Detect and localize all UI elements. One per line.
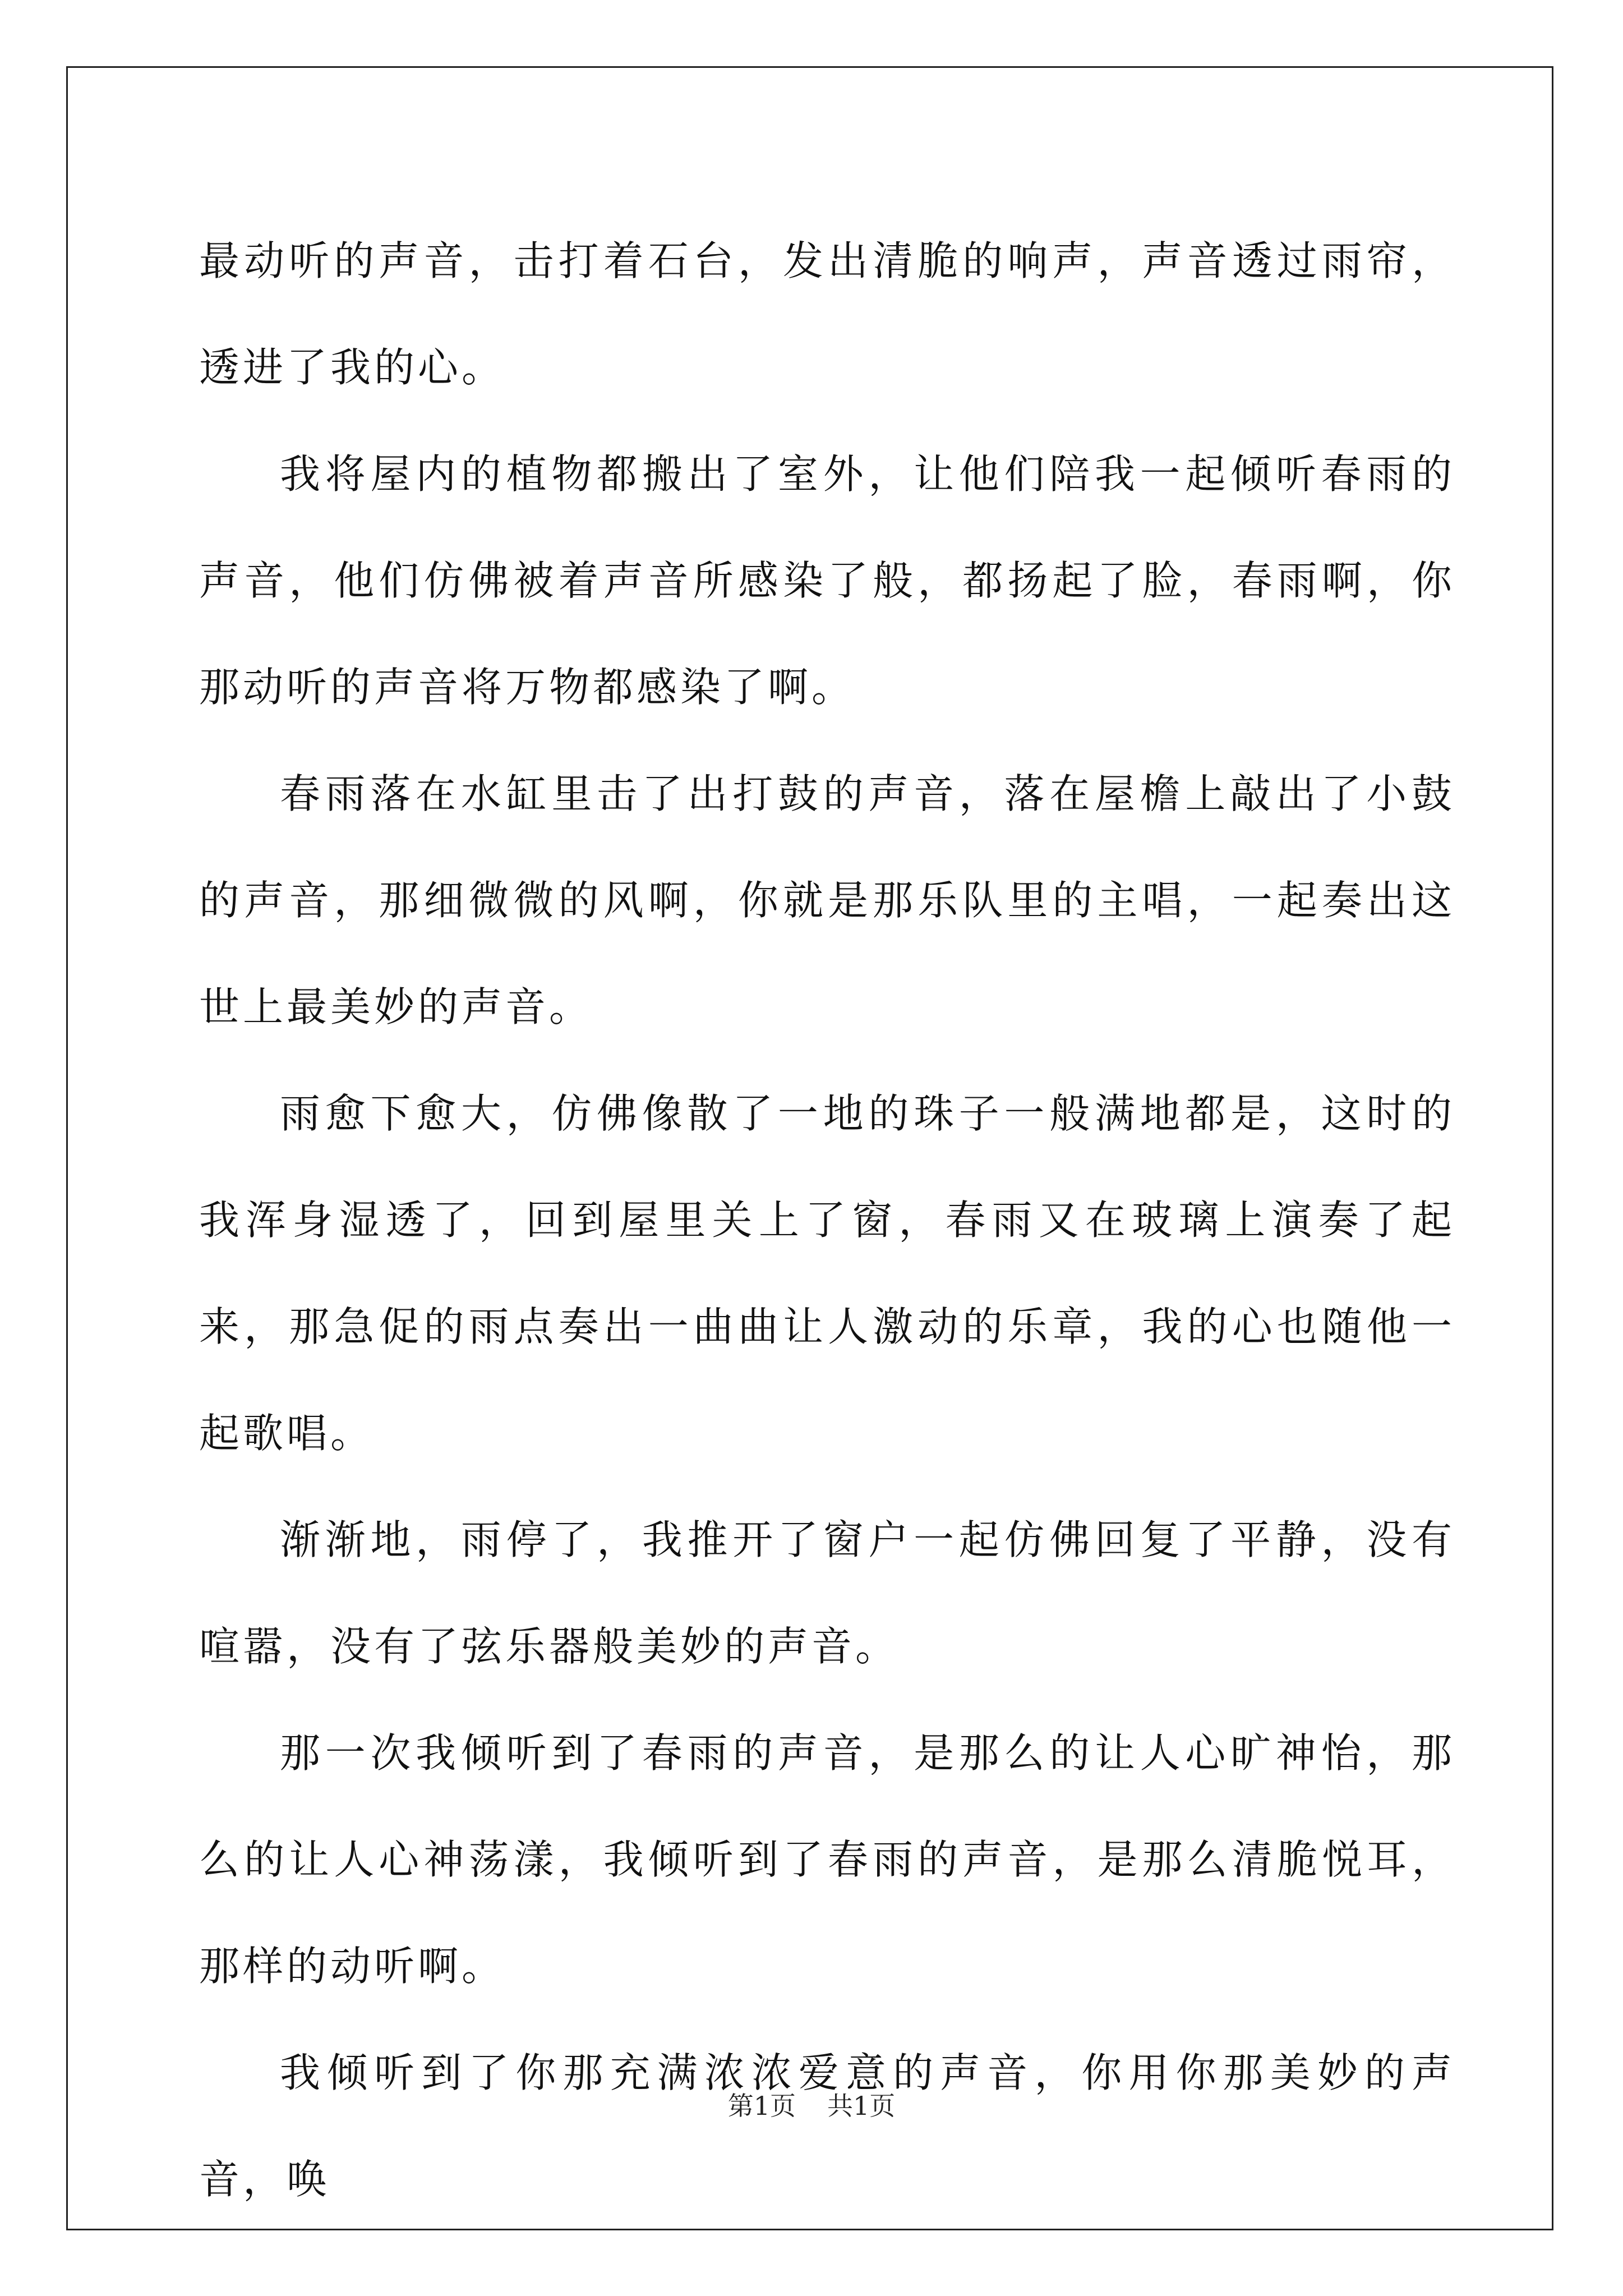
paragraph-3: 春雨落在水缸里击了出打鼓的声音，落在屋檐上敲出了小鼓的声音，那细微微的风啊，你就是那乐队里的主唱，一起奏出这世上最美妙的声音。 bbox=[199, 770, 1455, 1030]
paragraph-4: 雨愈下愈大，仿佛像散了一地的珠子一般满地都是，这时的我浑身湿透了，回到屋里关上了窗，春雨又在玻璃上演奏了起来，那急促的雨点奏出一曲曲让人激动的乐章，我的心也随他一起歌唱。 bbox=[199, 1090, 1455, 1457]
page-footer bbox=[0, 2086, 1623, 2123]
paragraph-6: 那一次我倾听到了春雨的声音，是那么的让人心旷神怡，那么的让人心神荡漾，我倾听到了春雨的声音，是那么清脆悦耳，那样的动听啊。 bbox=[199, 1729, 1455, 1990]
paragraph-1: 最动听的声音，击打着石台，发出清脆的响声，声音透过雨帘，透进了我的心。 bbox=[199, 237, 1455, 391]
paragraph-2: 我将屋内的植物都搬出了室外，让他们陪我一起倾听春雨的声音，他们仿佛被着声音所感染了般，都扬起了脸，春雨啊，你那动听的声音将万物都感染了啊。 bbox=[199, 450, 1455, 711]
page-number: 第1页 bbox=[727, 2091, 796, 2121]
paragraph-5: 渐渐地，雨停了，我推开了窗户一起仿佛回复了平静，没有喧嚣，没有了弦乐器般美妙的声音。 bbox=[199, 1516, 1455, 1670]
document-body bbox=[199, 208, 1455, 2233]
paragraph-7: 我倾听到了你那充满浓浓爱意的声音，你用你那美妙的声音，唤 bbox=[199, 2049, 1455, 2203]
page-total: 共1页 bbox=[827, 2091, 896, 2121]
